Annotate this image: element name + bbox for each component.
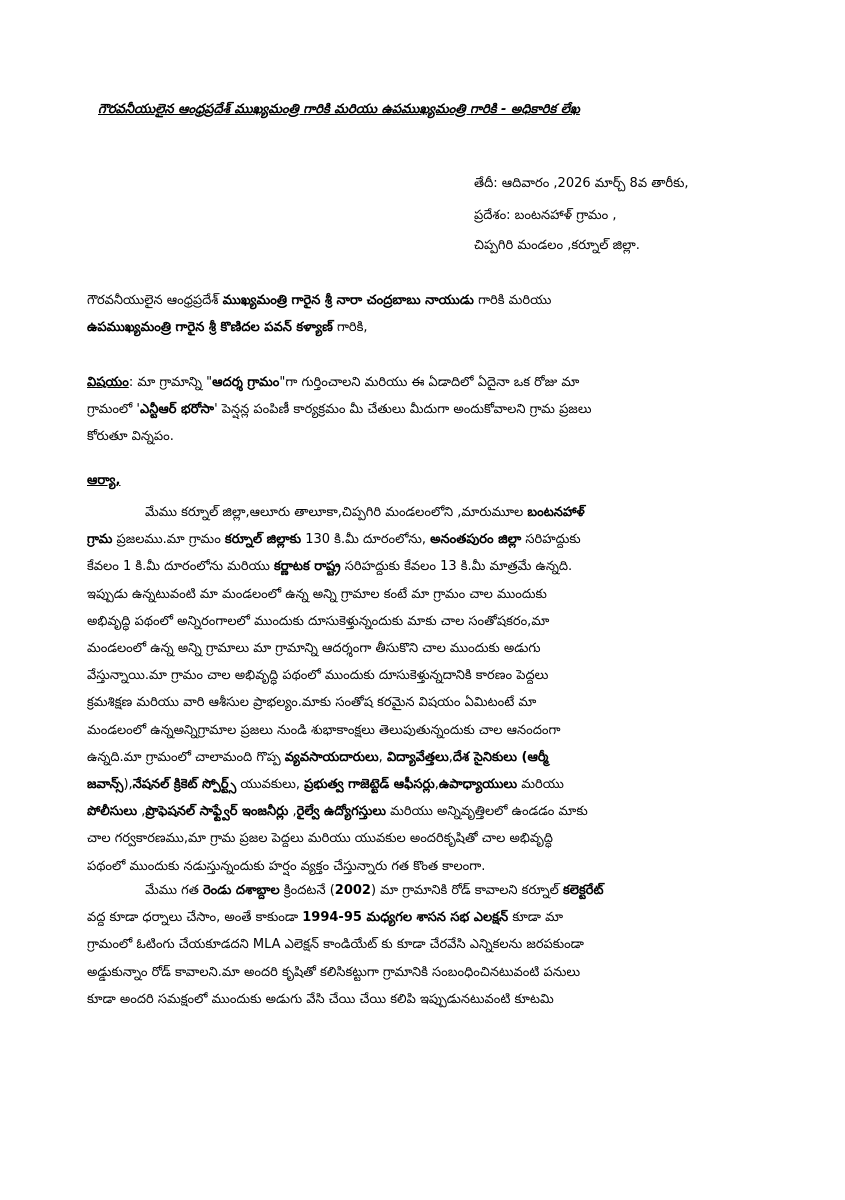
para-text: మేము కర్నూల్ జిల్లా,ఆలూరు తాలూకా,చిప్పగిరి మండలంలోని ,మారుమూల (145, 505, 528, 520)
para-bold: విద్యావేత్తలు (386, 749, 449, 765)
para-text: , (448, 749, 453, 765)
para-bold: రైల్వే ఉద్యోగస్తులు (296, 804, 387, 820)
para-bold: కర్నూల్ జిల్లాకు (224, 532, 302, 548)
greeting-text: ఆర్యా, (87, 473, 121, 488)
salutation-text: గారికి మరియు (473, 293, 552, 308)
para-text: , (378, 749, 387, 765)
ntr-bharosa: ఎన్టీఆర్ భరోసా (140, 402, 215, 418)
para-text: మండలంలో ఉన్నఅన్నిగ్రామాల ప్రజలు నుండి శుభాకాంక్షలు తెలుపుతున్నందుకు చాల ఆనందంగా (87, 722, 561, 738)
subject-text: గ్రామంలో ' (87, 402, 140, 418)
para-text: , (434, 777, 439, 793)
subject-text: "గా గుర్తించాలని మరియు ఈ ఏడాదిలో ఏదైనా ఒక రోజు మా (279, 375, 580, 390)
para-text: వేస్తున్నాయి.మా గ్రామం చాల అభివృద్ధి పథంలో ముందుకు దూసుకెళ్తున్నదానికి కారణం పెద్దలు (87, 668, 549, 684)
para-text: మరియు (517, 777, 564, 793)
para-text: సరిహద్దుకు కేవలం 13 కి.మీ మాత్రమే ఉన్నది. (340, 559, 573, 575)
dcm-name: ఉపముఖ్యమంత్రి గారైన శ్రీ కొణిదల పవన్ కళ్యాణ్ (87, 320, 333, 336)
village-name: బంటనహాళ్ (527, 505, 585, 520)
subject-text: ' పెన్షన్ల పంపిణీ కార్యక్రమం మీ చేతులు మీదుగా అందుకోవాలని గ్రామ ప్రజలు (214, 402, 592, 418)
para-bold: ఉపాధ్యాయులు (438, 777, 518, 793)
para-bold: వ్యవసాయదారులు (284, 749, 379, 765)
para-bold: పోలీసులు (87, 804, 138, 820)
para-text: సరిహద్దుకు (521, 532, 581, 548)
para-bold: జవాన్స్ (87, 777, 124, 793)
subject-text: కోరుతూ విన్నపం. (87, 429, 174, 445)
subject-label: విషయం (87, 375, 129, 390)
para-text: ) మా గ్రామానికి రోడ్ కావాలని కర్నూల్ (370, 883, 563, 898)
paragraph-1 (87, 499, 767, 880)
para-text: అడ్డుకున్నాం రోడ్ కావాలని.మా అందరి కృషితో కలిసికట్టుగా గ్రామానికి సంబంధించినటువంటి పనులు (87, 964, 581, 980)
para-bold: నేషనల్ క్రికెట్ స్పోర్ట్స్ (132, 777, 237, 793)
para-text: , (288, 804, 297, 820)
para-bold: గ్రామ (87, 532, 113, 548)
para-text: , (137, 804, 146, 820)
para-bold: ప్రొఫెషనల్ సాఫ్ట్వేర్ ఇంజనీర్లు (145, 804, 289, 820)
para-text: కూడా అందరి సమక్షంలో ముందుకు అడుగు వేసి చేయి చేయి కలిపి ఇప్పుడునటువంటి కూటమి (87, 991, 554, 1007)
para-bold: దేశ సైనికులు (ఆర్మీ (452, 749, 549, 765)
para-text: క్రిందటనే ( (279, 883, 335, 898)
para-text: పథంలో ముందుకు నడుస్తున్నందుకు హర్షం వ్యక్తం చేస్తున్నారు గత కొంత కాలంగా. (87, 858, 486, 874)
date-line: తేదీ: ఆదివారం ,2026 మార్చ్ 8వ తారీకు, (474, 176, 689, 191)
para-text: ), (123, 777, 133, 793)
adarsha-gramam: ఆదర్శ గ్రామం (212, 375, 280, 390)
para-bold: 1994-95 మధ్యగల శాసన సభ ఎలక్షన్ (302, 910, 509, 926)
para-text: గ్రామంలో ఓటింగు చేయకూడదని MLA ఎలెక్షన్ కాండియేట్ కు కూడా చేరవేసి ఎన్నికలను జరపకుండా (87, 937, 584, 953)
greeting (87, 467, 767, 494)
subject (87, 369, 767, 451)
subject-text: : మా గ్రామాన్ని " (128, 375, 213, 390)
para-bold: అనంతపురం జిల్లా (430, 532, 522, 548)
para-text: ప్రజలము.మా గ్రామం (112, 532, 225, 548)
para-text: యువకులు, (236, 777, 305, 793)
salutation-text: గారికి, (332, 320, 368, 336)
para-text: మరియు అన్నివృత్తిలలో ఉండడం మాకు (386, 804, 588, 820)
para-bold: 2002 (334, 883, 371, 898)
letter-title: గౌరవనీయులైన ఆంధ్రప్రదేశ్ ముఖ్యమంత్రి గారికి మరియు ఉపముఖ్యమంత్రి గారికి - అధికారిక లేఖ (98, 102, 580, 117)
para-text: అభివృద్ధి పథంలో అన్నిరంగాలలో ముందుకు దూసుకెళ్తున్నందుకు మాకు చాల సంతోషకరం,మా (87, 613, 550, 629)
salutation-text: గౌరవనీయులైన ఆంధ్రప్రదేశ్ (87, 293, 223, 308)
para-text: 130 కి.మీ దూరంలోను, (301, 532, 431, 548)
para-bold: ప్రభుత్వ గాజెట్టెడ్ ఆఫీసర్లు (304, 777, 435, 793)
para-text: మండలంలో ఉన్న అన్ని గ్రామాలు మా గ్రామాన్ని ఆదర్శంగా తీసుకొని చాల ముందుకు అడుగు (87, 641, 541, 657)
para-text: కేవలం 1 కి.మీ దూరంలోను మరియు (87, 559, 274, 575)
para-bold: కలెక్టరేట్ (562, 883, 604, 898)
para-text: కూడా మా (508, 910, 564, 926)
salutation (87, 287, 767, 341)
district-line: చిప్పగిరి మండలం ,కర్నూల్ జిల్లా. (474, 238, 640, 253)
para-bold: కర్ణాటక రాష్ట్ర (273, 559, 341, 575)
paragraph-2 (87, 877, 767, 1013)
para-text: మేము గత (145, 883, 203, 898)
para-text: క్రమశిక్షణ మరియు వారి ఆశీసుల ప్రాభల్యం.మాకు సంతోష కరమైన విషయం ఏమిటంటే మా (87, 695, 537, 711)
place-line: ప్రదేశం: బంటనహాళ్ గ్రామం , (474, 208, 617, 223)
para-text: ఇప్పుడు ఉన్నటువంటి మా మండలంలో ఉన్న అన్ని గ్రామాల కంటే మా గ్రామం చాల ముందుకు (87, 586, 547, 602)
para-text: చాల గర్వకారణము,మా గ్రామ ప్రజల పెద్దలు మరియు యువకుల అందరికృషితో చాల అభివృద్ధి (87, 831, 553, 847)
para-bold: రెండు దశాబ్దాల (202, 883, 280, 898)
para-text: ఉన్నది.మా గ్రామంలో చాలామంది గొప్ప (87, 749, 285, 765)
cm-name: ముఖ్యమంత్రి గారైన శ్రీ నారా చంద్రబాబు నాయుడు (222, 293, 474, 308)
para-text: వద్ద కూడా ధర్నాలు చేసాం, అంతే కాకుండా (87, 910, 303, 926)
